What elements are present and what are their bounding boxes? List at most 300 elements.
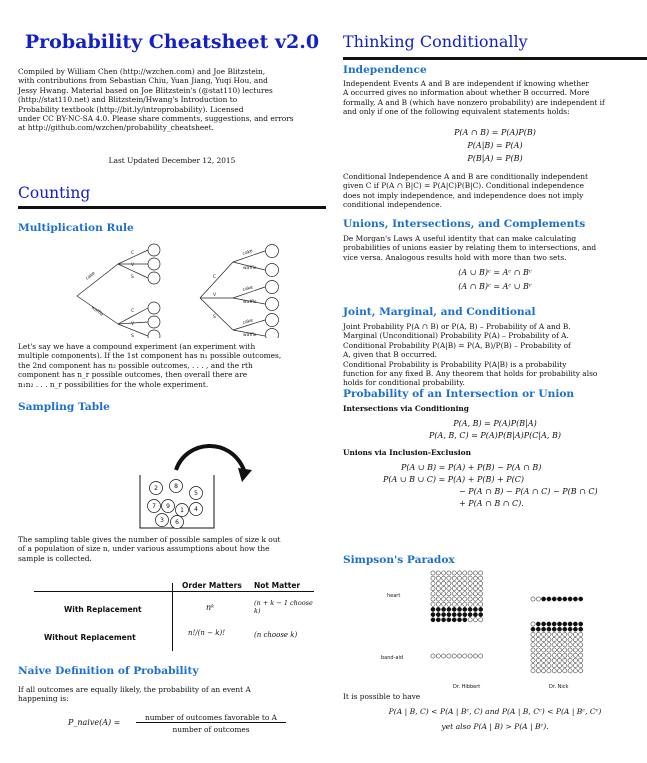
text-line: does not imply independence, and independence does not imply: [343, 190, 584, 200]
page-title: Probability Cheatsheet v2.0: [24, 31, 320, 53]
row-without-replacement: Without Replacement: [44, 633, 136, 642]
row-with-replacement: With Replacement: [64, 605, 142, 614]
simpson-dot: [579, 632, 583, 636]
simpson-dot: [542, 664, 546, 668]
simpson-dot: [536, 643, 540, 647]
simpson-dot: [531, 664, 535, 668]
simpson-dot: [542, 648, 546, 652]
simpson-dot: [573, 632, 577, 636]
simpson-dot: [568, 669, 572, 673]
simpson-dot: [568, 622, 572, 626]
simpson-dot: [579, 664, 583, 668]
heading-naive-definition: Naive Definition of Probability: [18, 665, 199, 677]
simpson-dot: [557, 653, 561, 657]
equation: P(A ∩ B) = P(A)P(B): [454, 128, 536, 137]
simpson-dot: [531, 648, 535, 652]
leaf-label: C: [131, 251, 135, 256]
equation: + P(A ∩ B ∩ C).: [459, 499, 524, 508]
simpson-dot: [463, 592, 467, 596]
simpson-dot: [442, 592, 446, 596]
simpson-dot: [442, 602, 446, 606]
simpson-dot: [436, 587, 440, 591]
simpson-dot: [531, 632, 535, 636]
simpson-dot: [447, 607, 451, 611]
simpson-dot: [531, 653, 535, 657]
simpson-dot: [431, 618, 435, 622]
simpson-dot: [463, 618, 467, 622]
text-line: De Morgan's Laws A useful identity that can make calculating: [343, 234, 577, 243]
simpson-dot: [442, 576, 446, 580]
simpson-dot: [557, 632, 561, 636]
simpson-dot: [542, 643, 546, 647]
table-rule: [34, 591, 314, 592]
simpson-dot: [552, 638, 556, 642]
simpson-dot: [457, 597, 461, 601]
simpson-dot: [436, 576, 440, 580]
simpson-dot: [536, 664, 540, 668]
heading-intersection-union: Probability of an Intersection or Union: [343, 388, 575, 400]
simpson-dot: [552, 669, 556, 673]
jmc-text: [343, 322, 647, 388]
equation: − P(A ∩ B) − P(A ∩ C) − P(B ∩ C): [459, 487, 598, 496]
simpson-dot: [579, 627, 583, 631]
simpson-dot: [447, 587, 451, 591]
naive-denominator: number of outcomes: [172, 725, 250, 734]
simpson-dot: [563, 648, 567, 652]
leaf-label: cake: [242, 318, 254, 326]
simpson-dot: [431, 587, 435, 591]
simpson-dot: [479, 618, 483, 622]
simpson-dot: [463, 576, 467, 580]
simpson-dots: [431, 571, 583, 673]
text-line: given C if P(A ∩ B|C) = P(A|C)P(B|C). Conditional independence: [343, 181, 584, 191]
simpson-dot: [579, 622, 583, 626]
simpson-dot: [468, 587, 472, 591]
simpson-dot: [468, 597, 472, 601]
label-heart: heart: [387, 593, 401, 599]
ball-label: 9: [166, 503, 170, 510]
heading-unions: Unions, Intersections, and Complements: [343, 218, 586, 230]
simpson-dot: [557, 597, 561, 601]
simpson-equation-2: yet also P(A | B) > P(A | Bᶜ).: [441, 722, 549, 731]
simpson-dot: [457, 587, 461, 591]
multiplication-text: [18, 342, 330, 389]
simpson-dot: [563, 664, 567, 668]
equation: (A ∪ B)ᶜ = Aᶜ ∩ Bᶜ: [458, 268, 532, 277]
simpson-dot: [468, 571, 472, 575]
simpson-dot: [563, 632, 567, 636]
leaf-label: waffle: [243, 333, 257, 338]
equation: P(A ∪ B) = P(A) + P(B) − P(A ∩ B): [401, 463, 542, 472]
simpson-dot: [468, 654, 472, 658]
branch-label: waffle: [89, 305, 104, 318]
simpson-diagram: [373, 569, 647, 691]
credits-line: Jessy Hwang. Material based on Joe Blitzstein's (@stat110) lectures: [18, 85, 273, 95]
simpson-dot: [568, 632, 572, 636]
simpson-dot: [568, 638, 572, 642]
simpson-dot: [547, 653, 551, 657]
ball-label: 7: [152, 503, 156, 510]
leaf-label: V: [131, 322, 135, 327]
simpson-dot: [536, 627, 540, 631]
simpson-dot: [531, 627, 535, 631]
text-line: Independent Events A and B are independent if knowing whether: [343, 79, 590, 88]
simpson-dot: [573, 669, 577, 673]
simpson-dot: [579, 597, 583, 601]
simpson-dot: [536, 638, 540, 642]
simpson-dot: [536, 653, 540, 657]
simpson-dot: [552, 648, 556, 652]
heading-independence: Independence: [343, 64, 427, 76]
credits-line: Probability textbook (http://bit.ly/introprobability). Licensed: [18, 104, 244, 114]
last-updated: Last Updated December 12, 2015: [108, 156, 236, 165]
simpson-dot: [531, 669, 535, 673]
ball-label: 1: [180, 507, 184, 514]
simpson-dot: [573, 627, 577, 631]
simpson-dot: [452, 618, 456, 622]
heading-sampling-table: Sampling Table: [18, 401, 110, 413]
simpson-dot: [568, 597, 572, 601]
simpson-dot: [573, 664, 577, 668]
ball-label: 2: [154, 485, 158, 492]
simpson-dot: [573, 653, 577, 657]
equation: P(A, B) = P(A)P(B|A): [453, 419, 537, 428]
simpson-dot: [452, 607, 456, 611]
section-thinking-conditionally: Thinking Conditionally: [343, 32, 528, 51]
text-line: of a population of size n, under various assumptions about how the: [18, 544, 270, 554]
simpson-dot: [557, 658, 561, 662]
simpson-dot: [552, 622, 556, 626]
simpson-dot: [473, 613, 477, 617]
simpson-dot: [436, 613, 440, 617]
simpson-dot: [463, 654, 467, 658]
simpson-dot: [568, 648, 572, 652]
simpson-dot: [442, 587, 446, 591]
label-dr-hibbert: Dr. Hibbert: [453, 684, 481, 690]
simpson-dot: [431, 581, 435, 585]
simpson-dot: [436, 602, 440, 606]
simpson-dot: [542, 669, 546, 673]
simpson-dot: [442, 654, 446, 658]
simpson-dot: [531, 597, 535, 601]
simpson-dot: [452, 597, 456, 601]
simpson-dot: [447, 581, 451, 585]
simpson-dot: [473, 654, 477, 658]
cell-order-without: n!/(n − k)!: [188, 629, 226, 637]
simpson-dot: [447, 654, 451, 658]
simpson-dot: [442, 597, 446, 601]
equation: (A ∩ B)ᶜ = Aᶜ ∪ Bᶜ: [458, 282, 532, 291]
simpson-dot: [479, 613, 483, 617]
text-line: the 2nd component has n₂ possible outcomes, . . . , and the rth: [18, 360, 253, 370]
section-counting: Counting: [18, 184, 91, 202]
simpson-dot: [431, 602, 435, 606]
simpson-dot: [563, 627, 567, 631]
ball-label: 4: [194, 506, 198, 513]
leaf-label: S: [131, 334, 134, 338]
simpson-dot: [436, 597, 440, 601]
simpson-dot: [457, 571, 461, 575]
simpson-dot: [531, 638, 535, 642]
branch-label: C: [213, 275, 217, 280]
text-line: If all outcomes are equally likely, the probability of an event A: [18, 685, 251, 694]
text-line: formally, A and B (which have nonzero probability) are independent if: [343, 97, 605, 107]
section-rule: [18, 206, 326, 209]
simpson-dot: [552, 643, 556, 647]
ball-label: 3: [160, 517, 164, 524]
simpson-dot: [468, 581, 472, 585]
simpson-dot: [473, 587, 477, 591]
simpson-dot: [563, 653, 567, 657]
urn-diagram: [118, 440, 258, 532]
simpson-dot: [479, 602, 483, 606]
simpson-dot: [568, 643, 572, 647]
branch-label: V: [213, 293, 217, 298]
equation: P(A, B, C) = P(A)P(B|A)P(C|A, B): [429, 431, 561, 440]
table-rule: [172, 583, 173, 651]
simpson-dot: [463, 602, 467, 606]
simpson-dot: [436, 654, 440, 658]
text-line: n₁n₂ . . . n_r possibilities for the whole experiment.: [18, 379, 209, 389]
simpson-dot: [457, 607, 461, 611]
simpson-dot: [457, 613, 461, 617]
simpson-dot: [468, 592, 472, 596]
text-line: holds for conditional probability.: [343, 378, 465, 388]
simpson-dot: [552, 658, 556, 662]
ball-label: 8: [174, 483, 178, 490]
text-line: component has n_r possible outcomes, then overall there are: [18, 370, 248, 380]
simpson-dot: [568, 664, 572, 668]
simpson-dot: [557, 622, 561, 626]
simpson-dot: [431, 607, 435, 611]
demorgan-equations: [343, 266, 647, 294]
simpson-dot: [447, 576, 451, 580]
heading-simpsons-paradox: Simpson's Paradox: [343, 554, 455, 566]
leaf-label: cake: [242, 285, 254, 293]
simpson-dot: [436, 607, 440, 611]
text-line: multiple components). If the 1st component has n₁ possible outcomes,: [18, 351, 282, 361]
simpson-dot: [579, 648, 583, 652]
simpson-dot: [436, 592, 440, 596]
leaf-label: cake: [242, 248, 254, 257]
simpson-dot: [573, 622, 577, 626]
simpson-dot: [552, 597, 556, 601]
text-line: Let's say we have a compound experiment (an experiment with: [18, 342, 256, 351]
simpson-text: It is possible to have: [343, 692, 421, 701]
simpson-dot: [457, 654, 461, 658]
simpson-dot: [473, 571, 477, 575]
simpson-dot: [452, 571, 456, 575]
cell-order-with: nᵏ: [206, 603, 215, 612]
simpson-dot: [463, 597, 467, 601]
simpson-dot: [568, 653, 572, 657]
text-line: Conditional Independence A and B are conditionally independent: [343, 172, 588, 181]
simpson-dot: [552, 632, 556, 636]
simpson-dot: [547, 643, 551, 647]
simpson-dot: [431, 597, 435, 601]
leaf-label: V: [131, 263, 135, 268]
simpson-dot: [536, 632, 540, 636]
text-line: A, given that B occurred.: [343, 350, 438, 360]
simpson-dot: [473, 581, 477, 585]
simpson-dot: [542, 653, 546, 657]
simpson-dot: [447, 592, 451, 596]
text-line: function for any fixed B. Any theorem that holds for probability also: [343, 369, 598, 379]
equation: P(B|A) = P(B): [467, 154, 523, 163]
simpson-dot: [552, 664, 556, 668]
simpson-dot: [557, 643, 561, 647]
simpson-dot: [542, 658, 546, 662]
text-line: and only if one of the following equivalent statements holds:: [343, 107, 570, 117]
simpson-dot: [542, 632, 546, 636]
simpson-dot: [563, 658, 567, 662]
branch-label: S: [213, 315, 216, 320]
simpson-dot: [563, 643, 567, 647]
simpson-dot: [542, 627, 546, 631]
simpson-dot: [431, 576, 435, 580]
simpson-dot: [436, 581, 440, 585]
ball-label: 5: [194, 490, 198, 497]
simpson-dot: [557, 627, 561, 631]
simpson-dot: [468, 613, 472, 617]
simpson-dot: [463, 587, 467, 591]
text-line: probabilities of unions easier by relating them to intersections, and: [343, 243, 597, 253]
simpson-dot: [573, 597, 577, 601]
sampling-text: [18, 535, 330, 563]
simpson-dot: [547, 632, 551, 636]
simpson-dot: [557, 638, 561, 642]
simpson-dot: [573, 648, 577, 652]
simpson-dot: [479, 587, 483, 591]
simpson-dot: [547, 664, 551, 668]
simpson-dot: [547, 627, 551, 631]
simpson-dot: [468, 618, 472, 622]
naive-numerator: number of outcomes favorable to A: [136, 713, 286, 723]
text-line: Conditional Probability P(A|B) = P(A, B)/P(B) – Probability of: [343, 340, 571, 350]
simpson-dot: [442, 571, 446, 575]
simpson-dot: [557, 664, 561, 668]
heading-joint-marginal-conditional: Joint, Marginal, and Conditional: [343, 306, 536, 318]
simpson-dot: [473, 602, 477, 606]
simpson-dot: [547, 638, 551, 642]
simpson-dot: [536, 622, 540, 626]
text-line: A occurred gives no information about whether B occurred. More: [343, 88, 590, 98]
simpson-dot: [479, 576, 483, 580]
credits-line: under CC BY-NC-SA 4.0. Please share comments, suggestions, and errors: [18, 114, 294, 124]
equation: P(A|B) = P(A): [467, 141, 523, 150]
simpson-dot: [447, 602, 451, 606]
simpson-dot: [468, 607, 472, 611]
leaf-label: waffle: [243, 266, 257, 271]
simpson-dot: [531, 658, 535, 662]
demorgan-text: [343, 234, 647, 262]
text-line: happening is:: [18, 694, 69, 704]
section-rule: [343, 57, 647, 60]
simpson-dot: [452, 576, 456, 580]
text-line: vice versa. Analogous results hold with more than two sets.: [343, 252, 567, 262]
simpson-dot: [473, 618, 477, 622]
simpson-dot: [473, 576, 477, 580]
simpson-dot: [447, 571, 451, 575]
simpson-dot: [547, 658, 551, 662]
text-line: Joint Probability P(A ∩ B) or P(A, B) – Probability of A and B.: [343, 322, 571, 331]
simpson-dot: [457, 602, 461, 606]
simpson-dot: [563, 597, 567, 601]
simpson-dot: [552, 653, 556, 657]
simpson-dot: [563, 622, 567, 626]
simpson-dot: [547, 597, 551, 601]
simpson-dot: [542, 622, 546, 626]
simpson-dot: [452, 602, 456, 606]
simpson-dot: [436, 618, 440, 622]
heading-multiplication-rule: Multiplication Rule: [18, 222, 134, 234]
simpson-dot: [457, 592, 461, 596]
simpson-dot: [447, 618, 451, 622]
simpson-dot: [447, 597, 451, 601]
simpson-dot: [431, 592, 435, 596]
conditional-independence: [343, 172, 647, 210]
simpson-dot: [568, 658, 572, 662]
label-band-aid: band-aid: [381, 655, 404, 661]
simpson-dot: [479, 581, 483, 585]
simpson-dot: [531, 622, 535, 626]
text-line: Marginal (Unconditional) Probability P(A) – Probability of A.: [343, 331, 569, 341]
simpson-dot: [463, 571, 467, 575]
tree-diagram: [73, 236, 313, 338]
naive-text: [18, 685, 330, 704]
simpson-dot: [473, 607, 477, 611]
credits-line: Compiled by William Chen (http://wzchen.com) and Joe Blitzstein,: [18, 67, 266, 76]
credits: [18, 67, 328, 133]
simpson-dot: [542, 638, 546, 642]
branch-label: cake: [85, 271, 97, 282]
simpson-dot: [457, 576, 461, 580]
simpson-dot: [568, 627, 572, 631]
cell-not-without: (n choose k): [254, 631, 298, 639]
simpson-dot: [463, 581, 467, 585]
simpson-dot: [473, 597, 477, 601]
simpson-dot: [579, 643, 583, 647]
simpson-dot: [436, 571, 440, 575]
simpson-dot: [557, 669, 561, 673]
simpson-dot: [536, 648, 540, 652]
simpson-dot: [573, 643, 577, 647]
leaf-label: C: [131, 309, 135, 314]
simpson-dot: [431, 613, 435, 617]
equation: P(A ∪ B ∪ C) = P(A) + P(B) + P(C): [383, 475, 524, 484]
subheading-unions: Unions via Inclusion-Exclusion: [343, 448, 471, 457]
simpson-dot: [479, 597, 483, 601]
text-line: Conditional Probability is Probability P(A|B) is a probability: [343, 359, 567, 369]
simpson-dot: [552, 627, 556, 631]
label-dr-nick: Dr. Nick: [549, 684, 569, 690]
simpson-dot: [442, 581, 446, 585]
credits-line: with contributions from Sebastian Chiu, Yuan Jiang, Yuqi Hou, and: [18, 76, 268, 86]
simpson-dot: [479, 592, 483, 596]
text-line: The sampling table gives the number of possible samples of size k out: [18, 535, 281, 544]
simpson-dot: [579, 658, 583, 662]
simpson-dot: [452, 587, 456, 591]
simpson-dot: [468, 602, 472, 606]
simpson-dot: [573, 638, 577, 642]
independence-equations: [343, 126, 647, 165]
leaf-label: waffle: [243, 300, 257, 305]
intersection-equations: [343, 418, 647, 442]
simpson-dot: [447, 613, 451, 617]
simpson-dot: [547, 648, 551, 652]
simpson-dot: [479, 607, 483, 611]
simpson-dot: [442, 618, 446, 622]
